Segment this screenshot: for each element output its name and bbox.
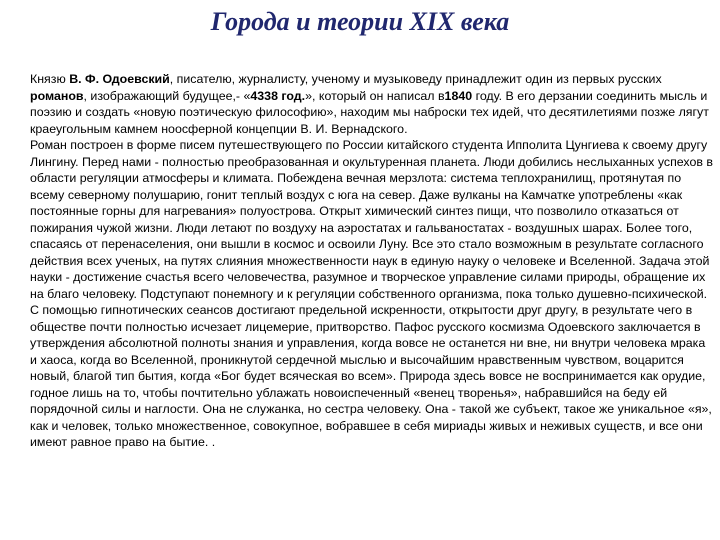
text-run: , писателю, журналисту, ученому и музыковеду принадлежит один из первых русских bbox=[169, 72, 662, 86]
text-run: », который он написал в bbox=[305, 88, 445, 103]
bold-novel-title: 4338 год. bbox=[250, 88, 306, 103]
text-run: Князю bbox=[30, 72, 70, 86]
text-run: году. В его дерзании соединить мысль и поэзию и создать «новую поэтическую философию», находим мы наброски тех идей, что десятилетиями позже лягут краеугольным камнем ноосферной концепции В. И. Вернадского. bbox=[30, 88, 709, 136]
text-run: , изображающий будущее,- « bbox=[83, 88, 251, 103]
paragraph-odoevsky-intro bbox=[30, 71, 715, 137]
slide-title: Города и теории XIX века bbox=[210, 7, 510, 36]
slide-body bbox=[30, 71, 715, 451]
bold-novels: романов bbox=[30, 88, 84, 103]
paragraph-novel-description: Роман построен в форме писем путешествующего по России китайского студента Ипполита Цунгиева к своему другу Лингину. Перед нами - полностью преобразованная и окультуренная планета. Люди добились неслыханных успехов в области регуляции атмосферы и климата. Побеждена вечная мерзлота: система теплохранилищ, протянутая по всему северному полушарию, гонит теплый воздух с юга на север. Даже вулканы на Камчатке употреблены «как постоянные горны для нагревания» полуострова. Открыт химический синтез пищи, что позволило отказаться от пожирания чужой жизни. Люди летают по воздуху на аэростатах и гальваностатах - воздушных шарах. Более того, спасаясь от перенаселения, они вышли в космос и освоили Луну. Все это стало возможным в результате согласного действия всех ученых, на путях слияния множественности наук в единую науку о человеке и Вселенной. Задача этой науки - достижение счастья всего человечества, разумное и творческое управление силами природы, обращение их на благо человеку. Подступают понемногу и к регуляции собственного организма, пока только душевно-психической. С помощью гипнотических сеансов достигают предельной искренности, открытости друг другу, в результате чего в обществе почти полностью исчезает лицемерие, притворство. Пафос русского космизма Одоевского заключается в утверждения абсолютной полноты знания и управления, когда вовсе не останется ни вне, ни внутри человека мрака и хаоса, когда во Вселенной, проникнутой сердечной мыслью и высочайшим нравственным чувством, воцарится новый, благой тип бытия, когда «Бог будет всяческая во всем». Природа здесь вовсе не воспринимается как орудие, годное лишь на то, чтобы почтительно ублажать новоиспеченный «венец творенья», набравшийся на беду ей порядочной силы и наглости. Она не служанка, но сестра человеку. Она - такой же субъект, такое же уникальное «я», как и человек, только множественное, совокупное, вобравшее в себя мириады живых и неживых существ, и все они имеют равное право на бытие. . bbox=[30, 138, 713, 449]
bold-author-name: В. Ф. Одоевский bbox=[69, 72, 170, 86]
bold-year: 1840 bbox=[444, 88, 473, 103]
